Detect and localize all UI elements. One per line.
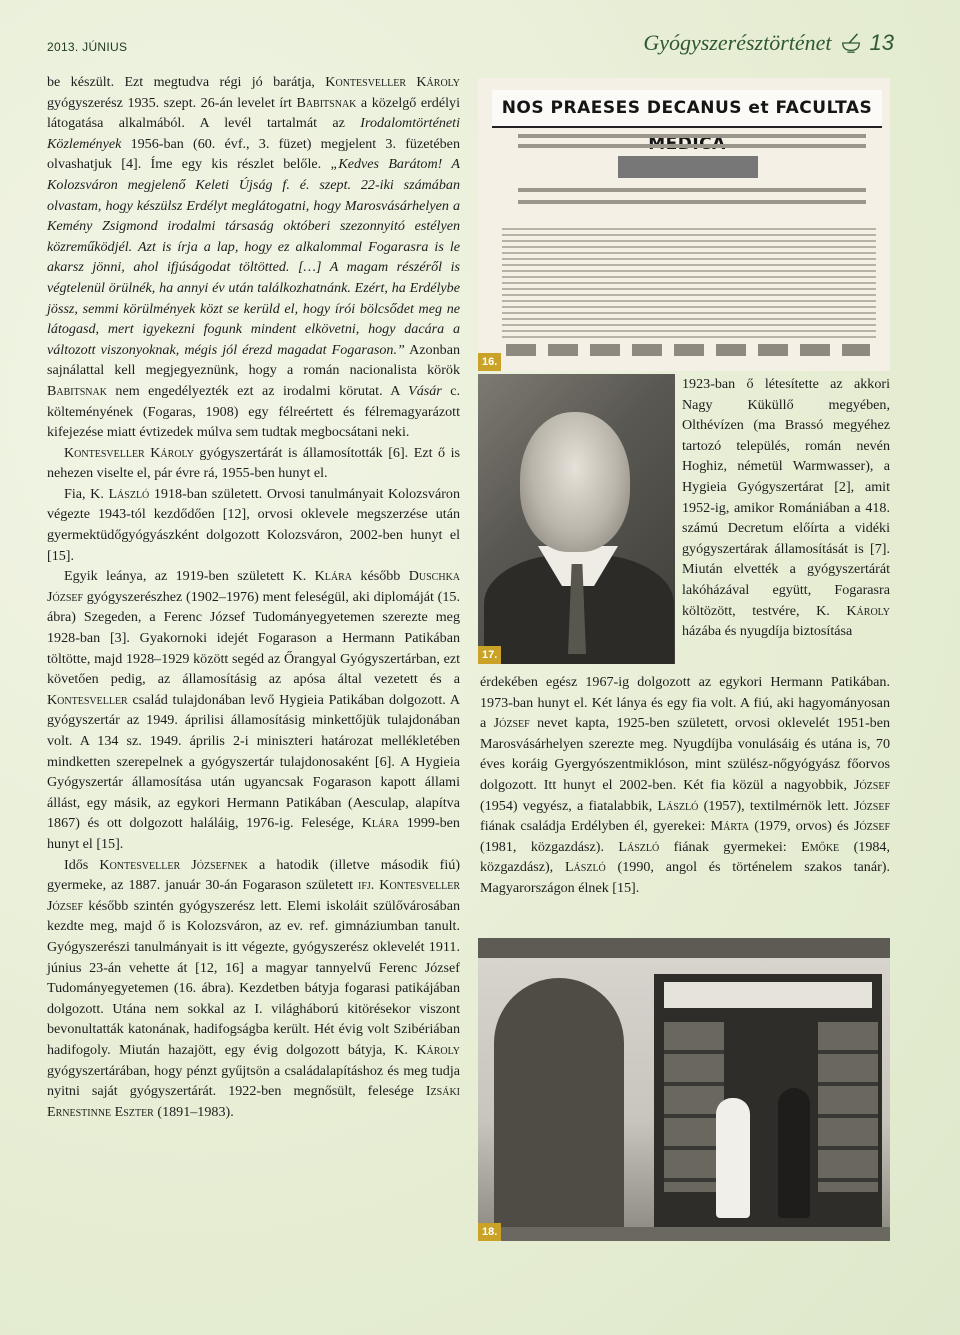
text-run: (1990, angol és történelem szakos tanár). Magyarországon élnek [15]. bbox=[480, 859, 890, 896]
portrait-head bbox=[520, 412, 630, 552]
paragraph bbox=[47, 484, 460, 566]
figure-number: 17. bbox=[478, 646, 501, 664]
text-run: Egyik leánya, az 1919-ben született bbox=[64, 568, 293, 585]
diploma-body-text bbox=[502, 228, 876, 338]
figure-number: 18. bbox=[478, 1223, 501, 1241]
text-run: Kontesveller bbox=[47, 691, 128, 708]
text-run: 1956-ban (60. évf., 3. füzet) megjelent 3. füzetében olvashatjuk [4]. Íme egy kis részlet belőle. bbox=[47, 135, 460, 173]
text-run: (1981, közgazdász). bbox=[480, 838, 619, 855]
text-run: (1954) vegyész, a fiatalabbik, bbox=[480, 797, 658, 814]
paragraph bbox=[47, 566, 460, 854]
text-run: Márta bbox=[710, 818, 749, 835]
mortar-pestle-icon bbox=[840, 32, 862, 54]
paragraph bbox=[47, 72, 460, 443]
figure-diploma bbox=[478, 78, 890, 371]
text-run: (1979, orvos) és bbox=[749, 818, 854, 835]
paragraph bbox=[47, 855, 460, 1123]
text-run: 1918-ban született. Orvosi tanulmányait Kolozsváron végezte 1943-tól kezdődően [12], orvosi oklevele megszerzése után gyermektüdőgyógyászként dolgozott Kolozsváron, 2002-ben hunyt el [15]. bbox=[47, 485, 460, 564]
text-run: később bbox=[352, 568, 409, 585]
photo-ground bbox=[478, 1227, 890, 1241]
section-title: Gyógyszerésztörténet bbox=[643, 30, 832, 55]
text-run: József bbox=[493, 715, 530, 732]
text-run: Vásár bbox=[408, 382, 442, 399]
page-number: 13 bbox=[869, 30, 894, 55]
text-run: ifj. Kontesveller József bbox=[47, 877, 460, 914]
text-run: gyógyszerész 1935. szept. 26-án levelet írt bbox=[47, 94, 297, 111]
text-run: László bbox=[618, 838, 660, 855]
text-run: c. költeményének (Fogaras, 1908) egy félreértett és félremagyarázott kifejezése miatt évtizedek múlva sem tudtak megbocsátani neki. bbox=[47, 382, 460, 441]
photo-gate bbox=[494, 978, 624, 1228]
diploma-signatures bbox=[506, 344, 870, 356]
text-run: nevet kapta, 1925-ben született, orvosi oklevelét 1951-ben Marosvásárhelyen szerezte meg. Nyugdíjba vonulásáig és utána is, 70 éves koráig Gyergyószentmiklóson, mint szülész-nőgyógyász főorvos dolgozott. Itt hunyt el 2002-ben. Két fia közül a nagyobbik, bbox=[480, 715, 891, 793]
text-run: gyógyszerészhez (1902–1976) ment feleségül, aki diplomáját (15. ábra) Szegeden, a Ferenc József Tudományegyetemen szerezte meg 1928-ban [3]. Gyakornoki idejét Fogarason a Hermann Patikában töltötte, majd 1928–1929 között segéd az Őrangyal Gyógyszertárban, ezt követően pedig, az államosításig az apósa által vezetett és a bbox=[47, 588, 460, 688]
right-narrow-text bbox=[682, 374, 890, 642]
text-run: Irodalomtörténeti Közlemények bbox=[47, 115, 460, 152]
diploma-line bbox=[518, 144, 866, 148]
text-run: 1999-ben hunyt el [15]. bbox=[47, 815, 460, 852]
text-run: fiának családja Erdélyben él, gyerekei: bbox=[480, 818, 711, 835]
photo-person bbox=[716, 1098, 750, 1218]
text-run: Azonban sajnálattal kell megjegyeznünk, hogy a román nacionalista körök bbox=[47, 341, 460, 379]
text-run: házába és nyugdíja biztosítása bbox=[682, 623, 853, 640]
text-run: Emőke bbox=[801, 838, 840, 855]
text-run: K. Károly bbox=[394, 1041, 460, 1058]
header-right bbox=[643, 30, 894, 56]
paragraph bbox=[47, 443, 460, 484]
text-run: Fia, bbox=[64, 485, 91, 502]
diploma-line bbox=[518, 134, 866, 138]
diploma-name bbox=[618, 156, 758, 178]
text-run: 1923-ban ő létesítette az akkori Nagy Küküllő megyében, Olthévízen (ma Brassó megyéhez tartozó település, román nevén Hoghiz, németül Warmwasser), a Hygieia Gyógyszertárat [2], amit 1952-ig, amikor Romániában a 418. számú Decretum előírta a vidéki gyógyszertárak államosítását is [7]. Miután elvették a gyógyszertárát lakóházával együtt, Fogarasra költözött, testvére, bbox=[682, 376, 890, 619]
photo-window bbox=[664, 1022, 724, 1192]
text-run: Babitsnak bbox=[296, 94, 357, 111]
text-run: K. Klára bbox=[292, 568, 353, 585]
text-run: nem engedélyezték ezt az irodalmi körutat. A bbox=[106, 382, 409, 399]
text-run: a hatodik (illetve második fiú) gyermeke, az 1887. január 30-án Fogarason született bbox=[47, 856, 461, 894]
text-run: Babitsnak bbox=[47, 382, 107, 399]
text-run: „Kedves Barátom! A Kolozsváron megjelenő Keleti Újság f. é. szept. 22-iki számában olvastam, hogy készülsz Erdélyt meglátogatni, hogy Marosvásárhelyen a Kemény Zsigmond irodalmi társaság októberi szezonnyitó estélyen közreműködjél. Azt is írja a lap, hogy ez alkalommal Fogarasra is le akarsz jönni, ahol ifjúságodat töltötted. […] A magam részéről is végtelenül örülnék, ha annyi év után találkozhatnánk. Ezért, ha Erdélybe jössz, semmi körülmények közt se kerüld el, hogy írói bölcsődet meg ne látogasd, mert igyekezni fogunk mindent elkövetni, hogy dacára a változott viszonyoknak, mégis jól érezd magadat Fogarason.” bbox=[47, 156, 460, 358]
text-run: József bbox=[853, 776, 890, 793]
left-column bbox=[47, 72, 460, 1122]
text-run: Kontesveller Károly bbox=[64, 444, 194, 461]
text-run: Izsáki Ernestinne Eszter bbox=[47, 1083, 460, 1120]
text-run: gyógyszertárában, hogy pénzt gyűjtsön a családalapításhoz és meg tudja nyitni saját gyógyszertárát. 1922-ben megnősült, felesége bbox=[47, 1062, 460, 1100]
paragraph bbox=[480, 672, 890, 899]
figure-number: 16. bbox=[478, 353, 501, 371]
diploma-line bbox=[518, 200, 866, 204]
figure-pharmacy-photo bbox=[478, 938, 890, 1241]
text-run: Klára bbox=[361, 815, 400, 832]
text-run: gyógyszertárát is államosították [6]. Ezt ő is nehezen viselte el, pár évre rá, 1955-ben hunyt el. bbox=[47, 444, 461, 482]
text-run: József bbox=[853, 818, 890, 835]
text-run: K. László bbox=[90, 485, 150, 502]
issue-date: 2013. JÚNIUS bbox=[47, 40, 128, 54]
text-run: (1957), textilmérnök lett. bbox=[698, 797, 854, 814]
text-run: László bbox=[657, 797, 699, 814]
right-wide-text bbox=[480, 672, 890, 899]
diploma-banner: NOS PRAESES DECANUS et FACULTAS bbox=[492, 90, 882, 128]
text-run: fiának gyermekei: bbox=[659, 838, 802, 855]
text-run: Duschka József bbox=[47, 568, 461, 605]
text-run: József bbox=[853, 797, 890, 814]
figure-portrait bbox=[478, 374, 675, 664]
text-run: a közelgő erdélyi látogatása alkalmából. A levél tartalmát az bbox=[47, 94, 460, 132]
diploma-line bbox=[518, 188, 866, 192]
text-run: később szintén gyógyszerész lett. Elemi iskoláit szülővárosában kezdte meg, majd ő is Kolozsváron, az ev. ref. gimnáziumban tanult. Gyógyszerészi tanulmányait is itt végezte, gyógyszerész oklevelét 1911. június 23-án vehette át [12, 16] a magyar tannyelvű Ferenc József Tudományegyetemen (16. ábra). Kezdetben bátyja fogarasi patikájában dolgozott. Utána nem sokkal az I. világháború kitörésekor viszont bevonultatták katonának, hadifogságba került. Hét évig volt Szibériában hadifogoly. Miután hazajött, egy évig dolgozott bátyja, bbox=[47, 897, 460, 1058]
text-run: K. Károly bbox=[816, 602, 890, 619]
photo-roof bbox=[478, 938, 890, 958]
text-run: Kontesveller Józsefnek bbox=[99, 856, 248, 873]
photo-person bbox=[778, 1088, 810, 1218]
text-run: Kontesveller Károly bbox=[325, 74, 460, 90]
text-run: be készült. Ezt megtudva régi jó barátja, bbox=[47, 74, 326, 90]
text-run: (1984, közgazdász), bbox=[480, 838, 890, 876]
text-run: (1891–1983). bbox=[153, 1103, 234, 1120]
text-run: érdekében egész 1967-ig dolgozott az egykori Hermann Patikában. 1973-ban hunyt el. Két lánya és egy fia volt. A fiú, aki hagyományosan a bbox=[480, 674, 890, 732]
photo-window bbox=[818, 1022, 878, 1192]
text-run: László bbox=[564, 859, 606, 876]
photo-sign bbox=[664, 982, 872, 1008]
text-run: Idős bbox=[64, 856, 100, 873]
paragraph bbox=[682, 374, 890, 642]
text-run: család tulajdonában levő Hygieia Patikában dolgozott. A gyógyszertár az 1949. áprilisi államosításig minkettőjük tulajdonában volt. A 134 sz. 1949. április 2-i miniszteri határozat mellékletében mindketten szerepelnek a gyógyszertár tulajdonosaként [6]. A Hygieia Gyógyszertár államosítása után ugyancsak Fogarason kapott állami állást, egy másik, az egykori Hermann Patikában (Aesculap, alapítva 1867) és ott dolgozott haláláig, 1976-ig. Felesége, bbox=[47, 691, 460, 832]
